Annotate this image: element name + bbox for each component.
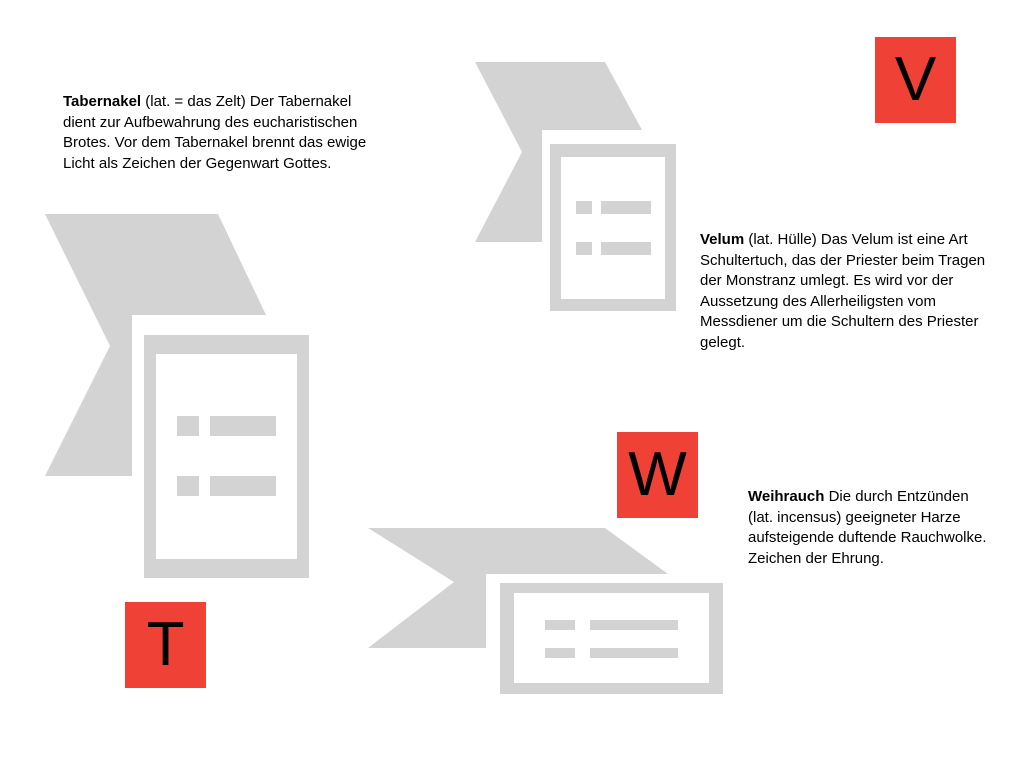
tabernakel-text: (lat. = das Zelt) Der Tabernakel dient zur Aufbewahrung des eucharistischen Brotes. Vor dem Tabernakel brennt das ewige Licht als Zeichen der Gegenwart Gottes. — [63, 93, 367, 172]
velum-text: (lat. Hülle) Das Velum ist eine Art Schultertuch, das der Priester beim Tragen der Monstranz umlegt. Es wird vor der Aussetzung des Allerheiligsten vom Messdiener um die Schultern des Priester gelegt. — [700, 231, 986, 351]
list-bullet — [177, 416, 199, 436]
letter-v: V — [894, 45, 937, 114]
letter-v-box — [875, 37, 956, 123]
weihrauch-text: Die durch Entzünden (lat. incensus) geeigneter Harze aufsteigende duftende Rauchwolke. Zeichen der Ehrung. — [748, 488, 987, 567]
document-list-icon — [475, 62, 676, 311]
list-line — [590, 620, 678, 630]
list-bullet — [576, 242, 592, 255]
document-list-icon — [368, 528, 723, 694]
list-bullet — [177, 476, 199, 496]
weihrauch-description — [748, 487, 993, 569]
list-bullet — [545, 648, 575, 658]
list-line — [210, 476, 276, 496]
document-frame — [500, 583, 723, 694]
list-bullet — [545, 620, 575, 630]
weihrauch-term: Weihrauch — [748, 488, 825, 505]
document-frame — [144, 335, 309, 578]
list-line — [601, 242, 651, 255]
list-line — [601, 201, 651, 214]
tabernakel-term: Tabernakel — [63, 93, 142, 110]
letter-w: W — [628, 440, 687, 509]
list-line — [210, 416, 276, 436]
letter-t-box — [125, 602, 206, 688]
tabernakel-description — [63, 92, 373, 174]
list-line — [590, 648, 678, 658]
letter-t: T — [146, 610, 185, 679]
document-frame — [550, 144, 676, 311]
document-list-icon — [45, 214, 309, 578]
velum-term: Velum — [700, 231, 745, 248]
letter-w-box — [617, 432, 698, 518]
list-bullet — [576, 201, 592, 214]
velum-description — [700, 230, 1000, 353]
